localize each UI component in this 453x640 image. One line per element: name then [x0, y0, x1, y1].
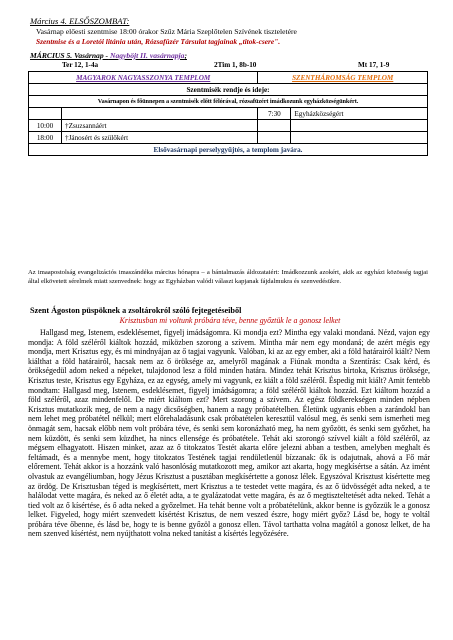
mass-time-left: 18:00 [29, 132, 62, 144]
prayer-intention-note: Az imaapostolság evangelizációs imaszándéka március hónapra – a bántalmazás áldozataiért: Imádkozzunk azokért, akik az egyházi közösség tagjai által elkövetett sérelmek miatt szenvednek: hogy az Egyházban valódi választ kapjanak fájdalmukra és szenvedésükre. [28, 269, 428, 286]
mass-schedule-table [28, 71, 428, 156]
table-row [29, 120, 428, 132]
collection-row [29, 144, 428, 156]
order-title-row [29, 84, 428, 96]
mass-time-right: 7:30 [258, 108, 291, 120]
mass-intention-left: †Zsuzsannáért [62, 120, 258, 132]
mass-intention-left [62, 108, 258, 120]
sermon-body: Hallgasd meg, Istenem, esdeklésemet, figyelj imádságomra. Ki mondja ezt? Mintha egy valaki mondaná. Nézd, vajon egy mondja: A föld széléről kiáltok hozzád, miközben szorong a szívem. Mintha már nem egy mondaná; de azért mégis egy mondja, mert Krisztus egy, és mi mindnyájan az ő tagjai vagyunk. Valóban, ki az az egy ember, aki a föld határairól kiált? Nem kiálthat a föld határairól, hacsak nem az ő öröksége az, amelyről magának a Fiúnak mondta a Szentírás: Csak kérd, és örökségedül adom neked a népeket, tulajdonod lesz a föld minden határa. Mindez tehát Krisztus birtoka, Krisztus öröksége, Krisztus teste, Krisztus egy Egyháza, ez az egység, amely mi vagyunk, ez kiált a föld széléről. Éspedig mit kiált? Amit fentebb mondtam: Hallgasd meg, Istenem, esdeklésemet, figyelj imádságomra; a föld széléről kiáltok hozzád. Ezt kiáltom hozzád a föld széléről, azaz mindenfelől. De miért kiáltom ezt? Mert szorong a szívem. Az egész földkerekségen minden népben Krisztus mutatkozik meg, de nem a nagy dicsőségben, hanem a nagy próbatételben. Életünk ugyanis ebben a zarándokl ban nem lehet meg próbatétel nélkül; mert előrehaladásunk csak próbatételen keresztül valósul meg, és senki sem ismerheti meg önmagát sem, hacsak előbb nem volt próbára téve, és senki sem koronázható meg, ha nem győzött, és senki sem győzhet, ha nem küzdött, és senki sem küzdhet, ha nincs ellensége és próbatétele. Tehát aki szorongó szívvel kiált a föld széléről, az mégsem elhagyatott. Hiszen minket, azaz az ő titokzatos Testét akarta előre jelezni abban a testben, amelyben meghalt és feltámadt, és a mennybe ment, hogy titokzatos Testének tagjai rendületlenül bízzanak: ők is odajutnak, ahová a Fő már előrement. Tehát akkor is a hozzánk való hasonlóság mutatkozott meg, amikor azt akarta, hogy megkísértse a sátán. Az imént olvastuk az evangéliumban, hogy Jézus Krisztust a pusztában megkísértette a gonosz lélek. Egyszóval Krisztust kísértette meg az ördög. De Krisztusban téged is megkísértett, mert Krisztus a te testedet vette magára, és az ő üdvösségét adta neked, a te halálodat vette magára, és neked az ő életét adta, a te gyalázatodat vette magára, és az ő megtiszteltetését adta neked. Tehát a tied volt az ő kísértése, és ő adta neked a győzelmet. Ha tehát benne volt a próbatételünk, akkor benne is győzzük le a gonosz lelket. Figyeled, hogy miért szenvedett kísértést Krisztus, de nem veszed észre, hogy miért győz? Lásd be, hogy te voltál próbára téve őbenne, és lásd be, hogy te is benne győzöl a gonosz ellen. Távol tarthatta volna magától a gonosz lelket, de ha nem szenved kísértést, nem nyújthatott volna neked tanítást a kísértés legyőzésére. [28, 328, 430, 539]
church-header-row [29, 72, 428, 84]
rosary-note: Vasárnapon és főünnepen a szentmisék előtt félórával, rózsafüzért imádkozunk egyházközségünkért. [29, 96, 428, 108]
table-row [29, 108, 428, 120]
mass-time-right [258, 132, 291, 144]
mass-time-left: 10:00 [29, 120, 62, 132]
reading-first: Ter 12, 1-4a [62, 61, 99, 69]
sunday-title-lent: Nagyböjt II. vasárnapja [109, 51, 185, 60]
sunday-title-end: ; [184, 51, 187, 60]
saturday-mass-line: Vasárnap előesti szentmise 18:00 órakor Szűz Mária Szeplőtelen Szívének tiszteletére [36, 27, 297, 36]
sunday-title [30, 51, 187, 60]
sermon-heading: Szent Ágoston püspöknek a zsoltárokról szóló fejtegetéseiből [30, 306, 242, 315]
mass-intention-right [291, 120, 428, 132]
mass-time-left [29, 108, 62, 120]
sunday-title-main: MÁRCIUS 5. Vasárnap - [30, 51, 109, 60]
mass-order-title: Szentmisék rendje és ideje: [29, 84, 428, 96]
reading-gospel: Mt 17, 1-9 [358, 61, 390, 69]
mass-intention-right: Egyházközségért [291, 108, 428, 120]
mass-time-right [258, 120, 291, 132]
sermon-subtitle: Krisztusban mi voltunk próbára téve, benne győztük le a gonosz lelket [119, 316, 341, 325]
collection-note: Elsővasárnapi perselygyűjtés, a templom javára. [29, 144, 428, 156]
mass-intention-right [291, 132, 428, 144]
church-name-right: SZENTHÁROMSÁG TEMPLOM [258, 72, 428, 84]
saturday-title: Március 4. ELSŐSZOMBAT: [30, 16, 130, 26]
saturday-rosary-line: Szentmise és a Loretói litánia után, Rózsafüzér Társulat tagjainak „titok-csere". [36, 37, 281, 46]
table-row [29, 132, 428, 144]
mass-intention-left: †Jánosért és szülőkért [62, 132, 258, 144]
reading-second: 2Tim 1, 8b-10 [214, 61, 257, 69]
church-name-left: MAGYAROK NAGYASSZONYA TEMPLOM [29, 72, 258, 84]
weekday-note-row [29, 96, 428, 108]
